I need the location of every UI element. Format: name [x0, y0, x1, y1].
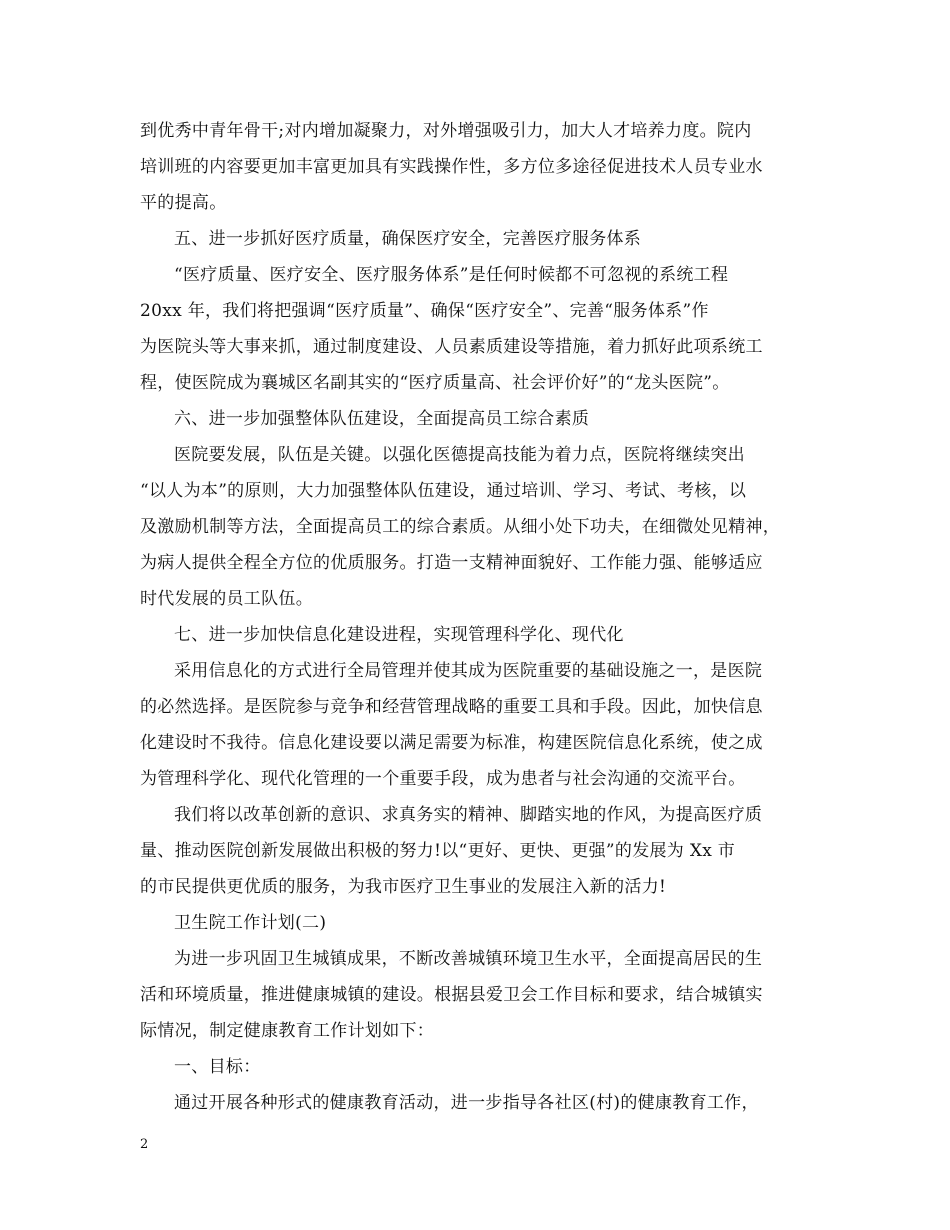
text-line: 程，使医院成为襄城区名副其实的“医疗质量高、社会评价好”的“龙头医院”。: [140, 373, 730, 393]
document-body: [140, 113, 820, 1121]
text-line: 我们将以改革创新的意识、求真务实的精神、脚踏实地的作风，为提高医疗质: [174, 805, 763, 825]
text-line: 采用信息化的方式进行全局管理并使其成为医院重要的基础设施之一，是医院: [174, 661, 763, 681]
text-line: 通过开展各种形式的健康教育活动，进一步指导各社区(村)的健康教育工作，: [174, 1093, 759, 1113]
text-line: 一、目标：: [174, 1057, 261, 1077]
text-line: 际情况，制定健康教育工作计划如下：: [140, 1021, 435, 1041]
text-line: 为进一步巩固卫生城镇成果，不断改善城镇环境卫生水平，全面提高居民的生: [174, 949, 763, 969]
text-line: 20xx 年，我们将把强调“医疗质量”、确保“医疗安全”、完善“服务体系”作: [140, 301, 709, 321]
text-line: 及激励机制等方法，全面提高员工的综合素质。从细小处下功夫，在细微处见精神，: [140, 517, 781, 537]
text-line: 医院要发展，队伍是关键。以强化医德提高技能为着力点，医院将继续突出: [174, 445, 745, 465]
text-line: 化建设时不我待。信息化建设要以满足需要为标准，构建医院信息化系统，使之成: [140, 733, 763, 753]
text-line: 卫生院工作计划(二): [174, 913, 327, 933]
text-line: 量、推动医院创新发展做出积极的努力!以“更好、更快、更强”的发展为 Xx 市: [140, 841, 736, 861]
text-line: 七、进一步加快信息化建设进程，实现管理科学化、现代化: [174, 625, 624, 645]
text-line: 时代发展的员工队伍。: [140, 589, 313, 609]
text-line: 为医院头等大事来抓，通过制度建设、人员素质建设等措施，着力抓好此项系统工: [140, 337, 763, 357]
text-line: “医疗质量、医疗安全、医疗服务体系”是任何时候都不可忽视的系统工程: [174, 265, 729, 285]
text-line: 为管理科学化、现代化管理的一个重要手段，成为患者与社会沟通的交流平台。: [140, 769, 746, 789]
text-line: 培训班的内容要更加丰富更加具有实践操作性，多方位多途径促进技术人员专业水: [140, 157, 763, 177]
text-line: 为病人提供全程全方位的优质服务。打造一支精神面貌好、工作能力强、能够适应: [140, 553, 763, 573]
text-line: 六、进一步加强整体队伍建设，全面提高员工综合素质: [174, 409, 590, 429]
text-line: 的市民提供更优质的服务，为我市医疗卫生事业的发展注入新的活力!: [140, 877, 667, 897]
page-number: 2: [140, 1137, 149, 1152]
text-line: 平的提高。: [140, 193, 227, 213]
text-line: 活和环境质量，推进健康城镇的建设。根据县爱卫会工作目标和要求，结合城镇实: [140, 985, 763, 1005]
text-line: “以人为本”的原则，大力加强整体队伍建设，通过培训、学习、考试、考核，以: [140, 481, 747, 501]
text-line: 到优秀中青年骨干;对内增加凝聚力，对外增强吸引力，加大人才培养力度。院内: [140, 121, 752, 141]
text-line: 的必然选择。是医院参与竞争和经营管理战略的重要工具和手段。因此，加快信息: [140, 697, 763, 717]
text-line: 五、进一步抓好医疗质量，确保医疗安全，完善医疗服务体系: [174, 229, 642, 249]
